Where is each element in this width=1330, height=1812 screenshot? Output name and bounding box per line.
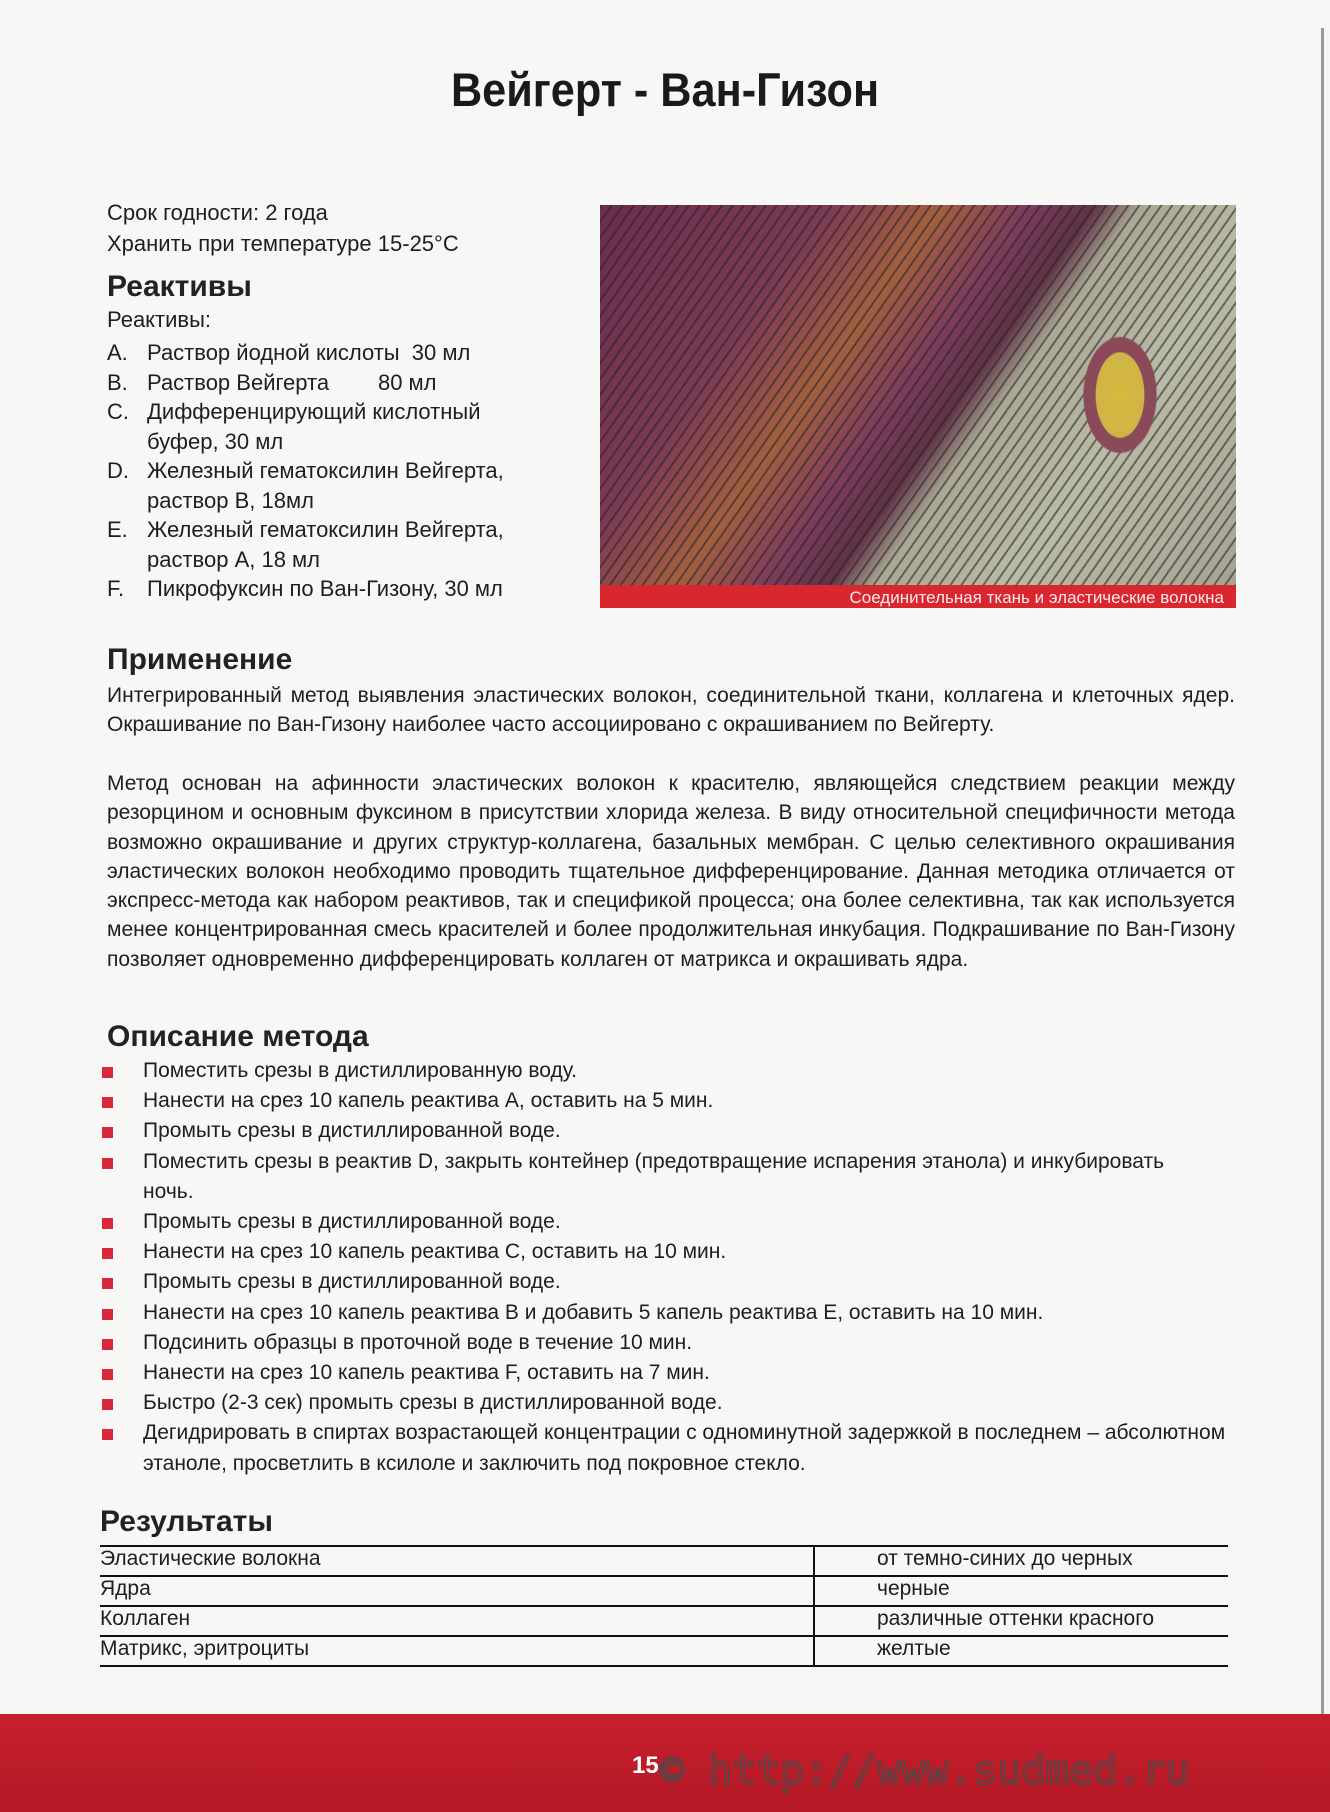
color-cell: черные — [814, 1576, 1228, 1606]
method-step: Поместить срезы в дистиллированную воду. — [100, 1056, 1250, 1086]
micrograph-image — [600, 205, 1236, 585]
histology-figure — [600, 205, 1236, 608]
results-heading: Результаты — [100, 1505, 273, 1538]
color-cell: от темно-синих до черных — [814, 1546, 1228, 1576]
structure-cell: Эластические волокна — [100, 1546, 814, 1576]
bullet-icon — [102, 1097, 113, 1108]
bullet-icon — [102, 1278, 113, 1289]
reagent-item: E. Железный гематоксилин Вейгерта, раствор А, 18 мл — [107, 517, 504, 572]
table-row — [100, 1576, 1228, 1606]
application-paragraph-2: Метод основан на афинности эластических волокон к красителю, являющейся следствием реакции между резорцином и основным фуксином в присутствии хлорида железа. В виду относительной специфичности метода возможно окрашивание и других структур-коллагена, базальных мембран. С целью селективного окрашивания эластических волокон необходимо проводить тщательное дифференцирование. Данная методика отличается от экспресс-метода как набором реактивов, так и спецификой процесса; она более селективна, так как используется менее концентрированная смесь красителей и более продолжительная инкубация. Подкрашивание по Ван-Гизону позволяет одновременно дифференцировать коллаген от матрикса и окрашивать ядра. — [107, 772, 1235, 971]
bullet-icon — [102, 1339, 113, 1350]
reagent-item: B. Раствор Вейгерта 80 мл — [107, 369, 437, 395]
reagent-item: F. Пикрофуксин по Ван-Гизону, 30 мл — [107, 576, 503, 601]
structure-cell: Ядра — [100, 1576, 814, 1606]
reagent-item: A. Раствор йодной кислоты 30 мл — [107, 340, 471, 365]
page-number: 15 — [632, 1752, 659, 1779]
application-paragraph-1: Интегрированный метод выявления эластических волокон, соединительной ткани, коллагена и клеточных ядер. Окрашивание по Ван-Гизону наиболее часто ассоциировано с окрашиванием по Вейгерту. — [107, 684, 1235, 737]
figure-caption: Соединительная ткань и эластические волокна — [600, 585, 1236, 608]
bullet-icon — [102, 1218, 113, 1229]
reagents-heading: Реактивы — [107, 270, 252, 303]
method-step: Промыть срезы в дистиллированной воде. — [100, 1267, 1250, 1297]
watermark-link: © http://www.sudmed.ru — [660, 1748, 1190, 1794]
structure-cell: Матрикс, эритроциты — [100, 1636, 814, 1666]
method-heading: Описание метода — [107, 1020, 369, 1053]
method-step: Нанести на срез 10 капель реактива В и добавить 5 капель реактива Е, оставить на 10 мин. — [100, 1298, 1250, 1328]
reagent-item: D. Железный гематоксилин Вейгерта, раствор В, 18мл — [107, 458, 504, 513]
storage-temperature: Хранить при температуре 15-25°С — [107, 231, 459, 256]
method-step: Нанести на срез 10 капель реактива С, оставить на 10 мин. — [100, 1237, 1250, 1267]
reagents-intro: Реактивы: — [107, 307, 212, 332]
color-cell: желтые — [814, 1636, 1228, 1666]
bullet-icon — [102, 1248, 113, 1259]
bullet-icon — [102, 1158, 113, 1169]
method-step: Быстро (2-3 сек) промыть срезы в дистиллированной воде. — [100, 1388, 1250, 1418]
results-table — [100, 1545, 1228, 1667]
method-step: Подсинить образцы в проточной воде в течение 10 мин. — [100, 1328, 1250, 1358]
page-title: Вейгерт - Ван-Гизон — [450, 63, 880, 116]
method-step: Поместить срезы в реактив D, закрыть контейнер (предотвращение испарения этанола) и инкубировать ночь. — [100, 1147, 1250, 1207]
color-cell: различные оттенки красного — [814, 1606, 1228, 1636]
method-steps — [100, 1056, 1250, 1479]
bullet-icon — [102, 1067, 113, 1078]
method-step: Дегидрировать в спиртах возрастающей концентрации с одноминутной задержкой в последнем – абсолютном этаноле, просветлить в ксилоле и заключить под покровное стекло. — [100, 1418, 1250, 1478]
page-edge-line — [1321, 28, 1324, 1718]
storage-info — [107, 197, 459, 259]
bullet-icon — [102, 1399, 113, 1410]
shelf-life: Срок годности: 2 года — [107, 200, 328, 225]
method-step: Промыть срезы в дистиллированной воде. — [100, 1116, 1250, 1146]
reagent-item: C. Дифференцирующий кислотный буфер, 30 мл — [107, 399, 481, 454]
method-step: Промыть срезы в дистиллированной воде. — [100, 1207, 1250, 1237]
reagent-list — [107, 338, 587, 604]
table-row — [100, 1546, 1228, 1576]
bullet-icon — [102, 1369, 113, 1380]
application-heading: Применение — [107, 643, 293, 676]
table-row — [100, 1606, 1228, 1636]
bullet-icon — [102, 1309, 113, 1320]
method-step: Нанести на срез 10 капель реактива F, оставить на 7 мин. — [100, 1358, 1250, 1388]
method-step: Нанести на срез 10 капель реактива А, оставить на 5 мин. — [100, 1086, 1250, 1116]
table-row — [100, 1636, 1228, 1666]
bullet-icon — [102, 1429, 113, 1440]
structure-cell: Коллаген — [100, 1606, 814, 1636]
bullet-icon — [102, 1127, 113, 1138]
